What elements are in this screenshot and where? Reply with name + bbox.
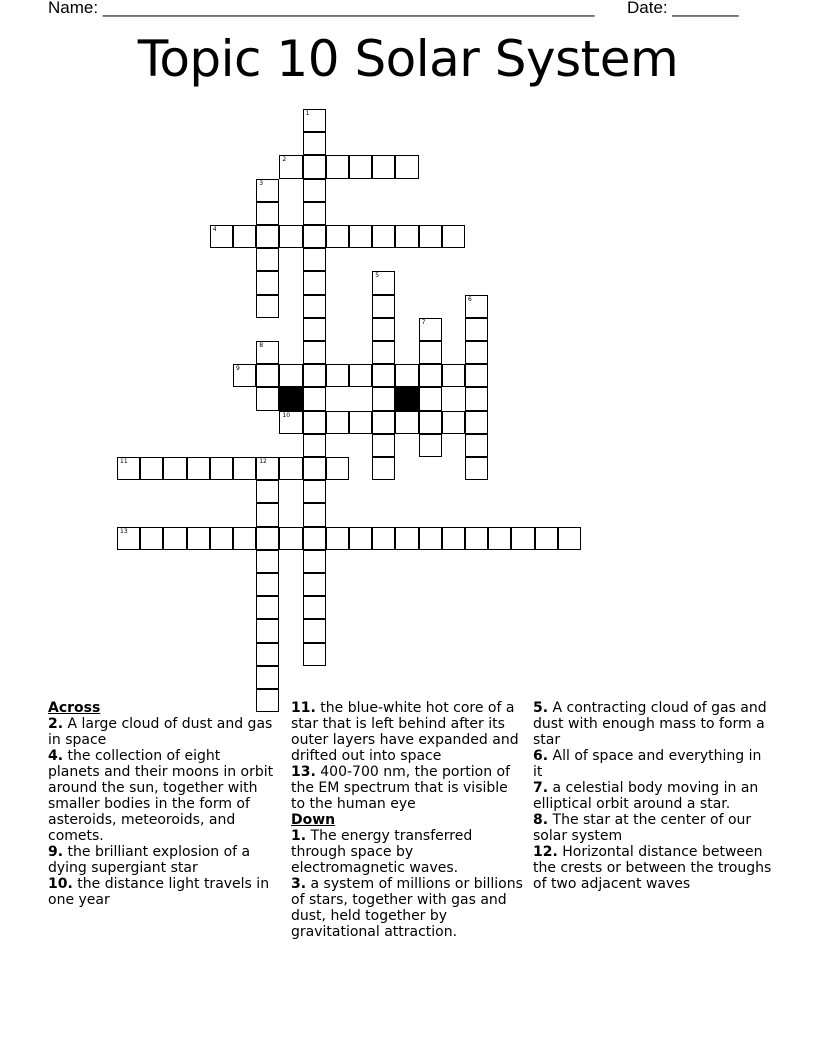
grid-cell[interactable]	[372, 295, 395, 318]
grid-cell[interactable]	[303, 550, 326, 573]
grid-cell[interactable]	[303, 434, 326, 457]
grid-cell[interactable]	[465, 527, 488, 550]
down-heading: Down	[291, 812, 336, 828]
grid-cell[interactable]	[372, 434, 395, 457]
grid-cell[interactable]	[372, 225, 395, 248]
grid-cell[interactable]	[419, 411, 442, 434]
grid-cell[interactable]	[349, 155, 372, 178]
clue-number: 4	[212, 226, 217, 233]
grid-cell[interactable]	[256, 202, 279, 225]
grid-cell[interactable]	[233, 364, 256, 387]
grid-cell[interactable]	[256, 503, 279, 526]
grid-cell[interactable]	[256, 295, 279, 318]
grid-cell[interactable]	[419, 434, 442, 457]
clue-across-2: 2. A large cloud of dust and gas in space	[48, 716, 273, 748]
clue-number: 9	[236, 365, 240, 373]
grid-cell[interactable]	[349, 411, 372, 434]
grid-cell[interactable]	[419, 225, 442, 248]
grid-cell[interactable]	[349, 364, 372, 387]
black-cell	[279, 387, 302, 410]
clue-across-13: 13. 400-700 nm, the portion of the EM spectrum that is visible to the human eye	[291, 764, 511, 812]
grid-cell[interactable]	[303, 225, 326, 248]
grid-cell[interactable]	[140, 457, 163, 480]
grid-cell[interactable]	[372, 411, 395, 434]
clue-number: 8	[259, 342, 264, 349]
grid-cell[interactable]	[303, 109, 326, 132]
clue-number: 2	[282, 156, 287, 164]
grid-cell[interactable]	[256, 271, 279, 294]
clue-down-8: 8. The star at the center of our solar system	[533, 812, 752, 844]
grid-cell[interactable]	[233, 457, 256, 480]
across-heading: Across	[48, 700, 101, 716]
grid-cell[interactable]	[349, 527, 372, 550]
grid-cell[interactable]	[395, 364, 418, 387]
grid-cell[interactable]	[372, 364, 395, 387]
grid-cell[interactable]	[256, 550, 279, 573]
grid-cell[interactable]	[442, 225, 465, 248]
grid-cell[interactable]	[511, 527, 534, 550]
grid-cell[interactable]	[303, 155, 326, 178]
grid-cell[interactable]	[256, 248, 279, 271]
grid-cell[interactable]	[256, 643, 279, 666]
name-line: ____________________________________________________	[102, 0, 595, 17]
grid-cell[interactable]	[303, 619, 326, 642]
grid-cell[interactable]	[233, 527, 256, 550]
grid-cell[interactable]	[279, 411, 302, 434]
grid-cell[interactable]	[535, 527, 558, 550]
grid-cell[interactable]	[465, 411, 488, 434]
clue-number: 10	[282, 411, 291, 419]
grid-cell[interactable]	[256, 596, 279, 619]
grid-cell[interactable]	[419, 527, 442, 550]
clue-number: 3	[259, 179, 264, 187]
grid-cell[interactable]	[372, 271, 395, 294]
grid-cell[interactable]	[442, 527, 465, 550]
clue-number: 11	[120, 458, 128, 465]
grid-cell[interactable]	[256, 573, 279, 596]
date-label: Date:	[627, 0, 668, 17]
page-title: Topic 10 Solar System	[137, 30, 679, 88]
grid-cell[interactable]	[465, 457, 488, 480]
grid-cell[interactable]	[303, 341, 326, 364]
grid-cell[interactable]	[442, 364, 465, 387]
grid-cell[interactable]	[303, 596, 326, 619]
grid-cell[interactable]	[488, 527, 511, 550]
grid-cell[interactable]	[187, 527, 210, 550]
grid-cell[interactable]	[465, 434, 488, 457]
grid-cell[interactable]	[372, 457, 395, 480]
grid-cell[interactable]	[256, 666, 279, 689]
grid-cell[interactable]	[465, 341, 488, 364]
grid-cell[interactable]	[465, 387, 488, 410]
grid-cell[interactable]	[326, 527, 349, 550]
grid-cell[interactable]	[303, 503, 326, 526]
clue-down-3: 3. a system of millions or billions of stars, together with gas and dust, held together by gravitational attraction.	[291, 876, 523, 940]
grid-cell[interactable]	[256, 480, 279, 503]
grid-cell[interactable]	[326, 411, 349, 434]
grid-cell[interactable]	[419, 364, 442, 387]
grid-cell[interactable]	[372, 387, 395, 410]
grid-cell[interactable]	[419, 318, 442, 341]
grid-cell[interactable]	[117, 457, 140, 480]
clue-across-11: 11. the blue-white hot core of a star that is left behind after its outer layers have expanded and drifted out into space	[291, 700, 519, 764]
grid-cell[interactable]	[465, 318, 488, 341]
grid-cell[interactable]	[256, 179, 279, 202]
grid-cell[interactable]	[210, 527, 233, 550]
grid-cell[interactable]	[233, 225, 256, 248]
grid-cell[interactable]	[326, 225, 349, 248]
grid-cell[interactable]	[303, 248, 326, 271]
clue-down-12: 12. Horizontal distance between the crests or between the troughs of two adjacent waves	[533, 844, 772, 892]
grid-cell[interactable]	[442, 411, 465, 434]
grid-cell[interactable]	[303, 132, 326, 155]
grid-cell[interactable]	[465, 295, 488, 318]
grid-cell[interactable]	[395, 411, 418, 434]
grid-cell[interactable]	[279, 225, 302, 248]
grid-cell[interactable]	[326, 155, 349, 178]
clue-across-4: 4. the collection of eight planets and their moons in orbit around the sun, together with smaller bodies in the form of asteroids, meteoroids, and comets.	[48, 748, 274, 844]
clue-down-7: 7. a celestial body moving in an elliptical orbit around a star.	[533, 780, 759, 812]
black-cell	[395, 387, 418, 410]
grid-cell[interactable]	[303, 573, 326, 596]
clue-across-9: 9. the brilliant explosion of a dying supergiant star	[48, 844, 251, 876]
grid-cell[interactable]	[187, 457, 210, 480]
grid-cell[interactable]	[303, 480, 326, 503]
grid-cell[interactable]	[256, 364, 279, 387]
name-label: Name:	[48, 0, 99, 17]
grid-cell[interactable]	[419, 387, 442, 410]
grid-cell[interactable]	[372, 318, 395, 341]
grid-cell[interactable]	[465, 364, 488, 387]
grid-cell[interactable]	[279, 155, 302, 178]
grid-cell[interactable]	[372, 341, 395, 364]
clue-number: 5	[375, 272, 380, 280]
grid-cell[interactable]	[210, 225, 233, 248]
grid-cell[interactable]	[256, 341, 279, 364]
grid-cell[interactable]	[303, 387, 326, 410]
grid-cell[interactable]	[326, 457, 349, 480]
clue-across-10: 10. the distance light travels in one year	[48, 876, 270, 908]
grid-cell[interactable]	[419, 341, 442, 364]
clues-column-3	[533, 700, 773, 892]
grid-cell[interactable]	[256, 527, 279, 550]
grid-cell[interactable]	[326, 364, 349, 387]
clue-down-5: 5. A contracting cloud of gas and dust with enough mass to form a star	[533, 700, 767, 748]
grid-cell[interactable]	[163, 457, 186, 480]
grid-cell[interactable]	[303, 643, 326, 666]
clue-number: 7	[421, 318, 426, 326]
grid-cell[interactable]	[303, 271, 326, 294]
grid-cell[interactable]	[558, 527, 581, 550]
grid-cell[interactable]	[256, 387, 279, 410]
grid-cell[interactable]	[303, 295, 326, 318]
clues-column-2	[291, 700, 523, 940]
grid-cell[interactable]	[279, 527, 302, 550]
clue-down-1: 1. The energy transferred through space by electromagnetic waves.	[291, 828, 473, 876]
date-line: _______	[672, 0, 739, 17]
grid-cell[interactable]	[372, 527, 395, 550]
grid-cell[interactable]	[349, 225, 372, 248]
grid-cell[interactable]	[303, 179, 326, 202]
grid-cell[interactable]	[395, 527, 418, 550]
clue-number: 1	[305, 110, 310, 117]
clue-number: 13	[120, 527, 128, 535]
grid-cell[interactable]	[140, 527, 163, 550]
grid-cell[interactable]	[163, 527, 186, 550]
grid-cell[interactable]	[303, 457, 326, 480]
clue-down-6: 6. All of space and everything in it	[533, 748, 762, 780]
grid-cell[interactable]	[372, 155, 395, 178]
grid-cell[interactable]	[395, 155, 418, 178]
grid-cell[interactable]	[303, 202, 326, 225]
grid-cell[interactable]	[303, 318, 326, 341]
grid-cell[interactable]	[210, 457, 233, 480]
clue-number: 6	[468, 295, 472, 303]
grid-cell[interactable]	[256, 457, 279, 480]
clue-number: 12	[259, 458, 267, 465]
grid-cell[interactable]	[117, 527, 140, 550]
grid-cell[interactable]	[256, 619, 279, 642]
grid-cell[interactable]	[303, 527, 326, 550]
grid-cell[interactable]	[303, 364, 326, 387]
grid-cell[interactable]	[256, 225, 279, 248]
clues-column-1	[48, 700, 276, 908]
grid-cell[interactable]	[279, 364, 302, 387]
grid-cell[interactable]	[303, 411, 326, 434]
grid-cell[interactable]	[395, 225, 418, 248]
grid-cell[interactable]	[279, 457, 302, 480]
